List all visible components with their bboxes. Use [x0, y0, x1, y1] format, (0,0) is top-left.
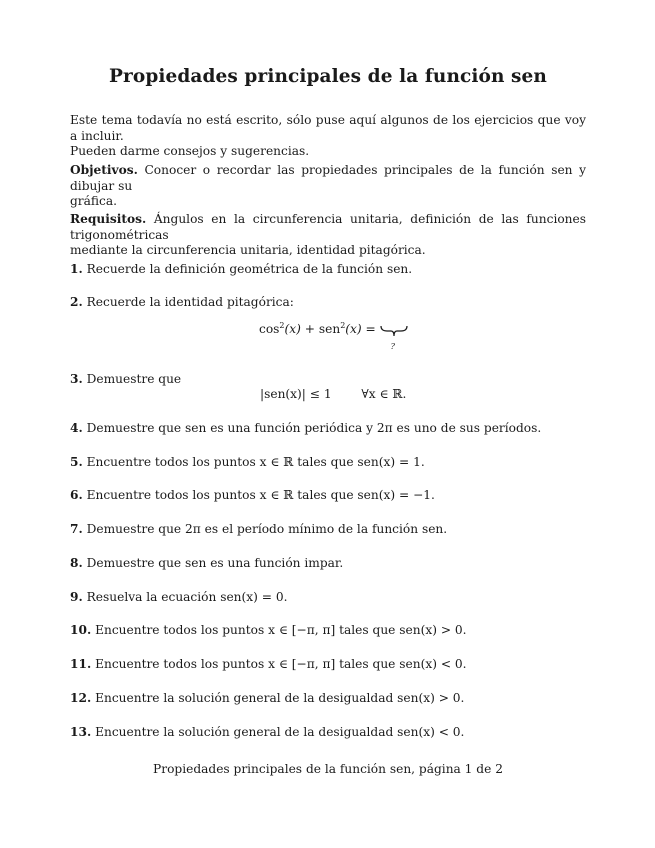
exercise-number: 5.	[70, 455, 83, 469]
requisitos-label: Requisitos.	[70, 212, 147, 226]
objetivos-text-2: gráfica.	[70, 194, 117, 209]
intro-line-1: Este tema todavía no está escrito, sólo puse aquí algunos de los ejercicios que voy a incluir.	[70, 113, 586, 143]
objetivos-paragraph	[70, 163, 586, 210]
intro-paragraph	[70, 113, 586, 160]
cos-symbol: cos	[259, 322, 280, 336]
exercise-number: 8.	[70, 556, 83, 570]
question-mark: ?	[390, 342, 395, 351]
objetivos-text-1: Conocer o recordar las propiedades principales de la función sen y dibujar su	[70, 163, 587, 193]
exercise-number: 7.	[70, 522, 83, 536]
exponent: 2	[340, 321, 346, 330]
bound-domain: ∀x ∈ ℝ.	[361, 387, 407, 401]
exercise-number: 9.	[70, 590, 83, 604]
exercise-number: 6.	[70, 488, 83, 502]
exercise-item	[70, 522, 586, 538]
exercise-text: Demuestre que sen es una función periódica y 2π es uno de sus períodos.	[86, 421, 542, 435]
objetivos-label: Objetivos.	[70, 163, 138, 177]
intro-line-2: Pueden darme consejos y sugerencias.	[70, 144, 310, 159]
exercise-item	[70, 295, 586, 311]
requisitos-text-1: Ángulos en la circunferencia unitaria, definición de las funciones trigonométricas	[70, 212, 586, 242]
exercise-text: Encuentre todos los puntos x ∈ [−π, π] tales que sen(x) < 0.	[95, 657, 467, 671]
argument: (x)	[345, 322, 362, 336]
requisitos-text-2: mediante la circunferencia unitaria, identidad pitagórica.	[70, 243, 426, 258]
exercise-text: Encuentre la solución general de la desigualdad sen(x) < 0.	[95, 725, 465, 739]
exercise-item	[70, 262, 586, 278]
exercise-number: 4.	[70, 421, 83, 435]
exercise-text: Resuelva la ecuación sen(x) = 0.	[86, 590, 288, 604]
exercise-item	[70, 590, 586, 606]
exercise-number: 13.	[70, 725, 92, 739]
exercise-item	[70, 623, 586, 639]
exercise-text: Encuentre todos los puntos x ∈ [−π, π] tales que sen(x) > 0.	[95, 623, 467, 637]
exercise-item	[70, 488, 586, 504]
exercise-item	[70, 556, 586, 572]
exercise-item	[70, 725, 586, 741]
page-title: Propiedades principales de la función sen	[109, 66, 547, 87]
exponent: 2	[279, 321, 285, 330]
pythagorean-identity-formula	[259, 321, 408, 351]
argument: (x)	[284, 322, 301, 336]
requisitos-paragraph	[70, 212, 586, 259]
exercise-number: 10.	[70, 623, 92, 637]
document-page	[70, 0, 586, 848]
exercise-item	[70, 372, 586, 388]
exercise-number: 11.	[70, 657, 92, 671]
equals-sign: =	[361, 322, 380, 336]
exercise-number: 2.	[70, 295, 83, 309]
exercise-number: 3.	[70, 372, 83, 386]
underbrace-icon	[380, 323, 408, 351]
page-footer: Propiedades principales de la función sen, página 1 de 2	[153, 762, 503, 776]
sen-symbol: sen	[318, 322, 341, 336]
sine-bound-formula	[260, 387, 406, 403]
exercise-item	[70, 421, 586, 437]
exercise-text: Recuerde la identidad pitagórica:	[86, 295, 294, 309]
exercise-item	[70, 455, 586, 471]
exercise-item	[70, 657, 586, 673]
exercise-number: 12.	[70, 691, 92, 705]
exercise-text: Demuestre que	[86, 372, 182, 386]
exercise-text: Encuentre todos los puntos x ∈ ℝ tales que sen(x) = 1.	[86, 455, 425, 469]
exercise-text: Encuentre todos los puntos x ∈ ℝ tales que sen(x) = −1.	[86, 488, 435, 502]
exercise-text: Demuestre que 2π es el período mínimo de la función sen.	[86, 522, 448, 536]
exercise-text: Recuerde la definición geométrica de la función sen.	[86, 262, 413, 276]
exercise-number: 1.	[70, 262, 83, 276]
exercise-text: Encuentre la solución general de la desigualdad sen(x) > 0.	[95, 691, 465, 705]
plus-sign: +	[300, 322, 319, 336]
exercise-text: Demuestre que sen es una función impar.	[86, 556, 344, 570]
bound-expression: |sen(x)| ≤ 1	[260, 387, 332, 401]
exercise-item	[70, 691, 586, 707]
